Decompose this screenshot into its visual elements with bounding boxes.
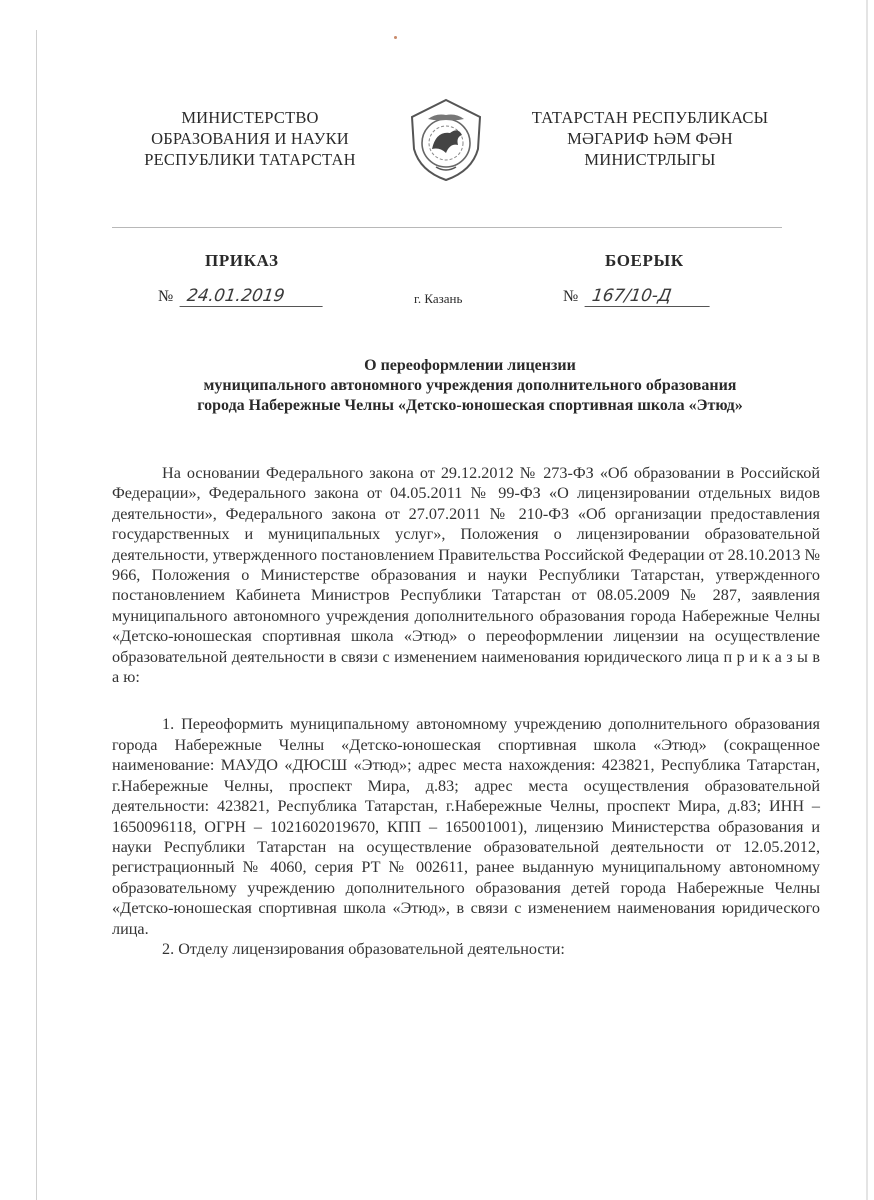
city-label: г. Казань	[414, 291, 463, 306]
order-title-tt: БОЕРЫК	[605, 251, 684, 270]
number-sign: №	[563, 288, 579, 305]
header-divider	[112, 227, 782, 228]
ministry-line: МИНИСТРЛЫГЫ	[584, 150, 716, 169]
preamble-paragraph: На основании Федерального закона от 29.12.2012 № 273-ФЗ «Об образовании в Российской Федерации», Федерального закона от 04.05.2011 № 99-ФЗ «О лицензировании отдельных видов деятельности», Федерального закона от 27.07.2011 № 210-ФЗ «Об организации предоставления государственных и муниципальных услуг», Положения о лицензировании образовательной деятельности, утвержденного постановлением Правительства Российской Федерации от 28.10.2013 № 966, Положения о Министерстве образования и науки Республики Татарстан, утвержденного постановлением Кабинета Министров Республики Татарстан от 08.05.2009 № 287, заявления муниципального автономного учреждения дополнительного образования города Набережные Челны «Детско-юношеская спортивная школа «Этюд» о переоформлении лицензии на осуществление образовательной деятельности в связи с изменением наименования юридического лица п р и к а з ы в а ю:	[112, 464, 820, 687]
order-subject	[120, 356, 820, 416]
scan-edge	[36, 30, 37, 1200]
scan-speck	[394, 36, 397, 39]
ministry-line: МӘГАРИФ ҺӘМ ФӘН	[567, 129, 733, 148]
ministry-name-tt	[500, 107, 800, 170]
order-number-field	[563, 286, 712, 307]
scan-edge	[866, 0, 868, 1200]
ministry-line: РЕСПУБЛИКИ ТАТАРСТАН	[144, 150, 356, 169]
handwritten-date: 24.01.2019	[180, 286, 326, 307]
subject-line: города Набережные Челны «Детско-юношеская спортивная школа «Этюд»	[197, 397, 743, 414]
item-2-paragraph: 2. Отделу лицензирования образовательной деятельности:	[162, 939, 565, 958]
number-sign: №	[158, 288, 174, 305]
subject-line: О переоформлении лицензии	[364, 357, 576, 374]
ministry-line: ОБРАЗОВАНИЯ И НАУКИ	[151, 129, 349, 148]
ministry-name-ru	[110, 107, 390, 170]
order-date-field	[158, 286, 325, 307]
handwritten-number: 167/10-Д	[585, 286, 713, 307]
order-body	[112, 463, 820, 959]
tatarstan-emblem-icon	[406, 97, 486, 183]
order-title-ru: ПРИКАЗ	[205, 251, 279, 270]
subject-line: муниципального автономного учреждения дополнительного образования	[203, 377, 737, 394]
ministry-line: МИНИСТЕРСТВО	[181, 108, 319, 127]
item-1-paragraph: 1. Переоформить муниципальному автономному учреждению дополнительного образования города Набережные Челны «Детско-юношеская спортивная школа «Этюд» (сокращенное наименование: МАУДО «ДЮСШ «Этюд»; адрес места нахождения: 423821, Республика Татарстан, г.Набережные Челны, проспект Мира, д.83; адрес места осуществления образовательной деятельности: 423821, Республика Татарстан, г.Набережные Челны, проспект Мира, д.83; ИНН – 1650096118, ОГРН – 1021602019670, КПП – 165001001), лицензию Министерства образования и науки Республики Татарстан на осуществление образовательной деятельности от 12.05.2012, регистрационный № 4060, серия РТ № 002611, ранее выданную муниципальному автономному образовательному учреждению дополнительного образования детей города Набережные Челны «Детско-юношеская спортивная школа «Этюд», в связи с изменением наименования юридического лица.	[112, 715, 820, 938]
ministry-line: ТАТАРСТАН РЕСПУБЛИКАСЫ	[531, 108, 769, 127]
